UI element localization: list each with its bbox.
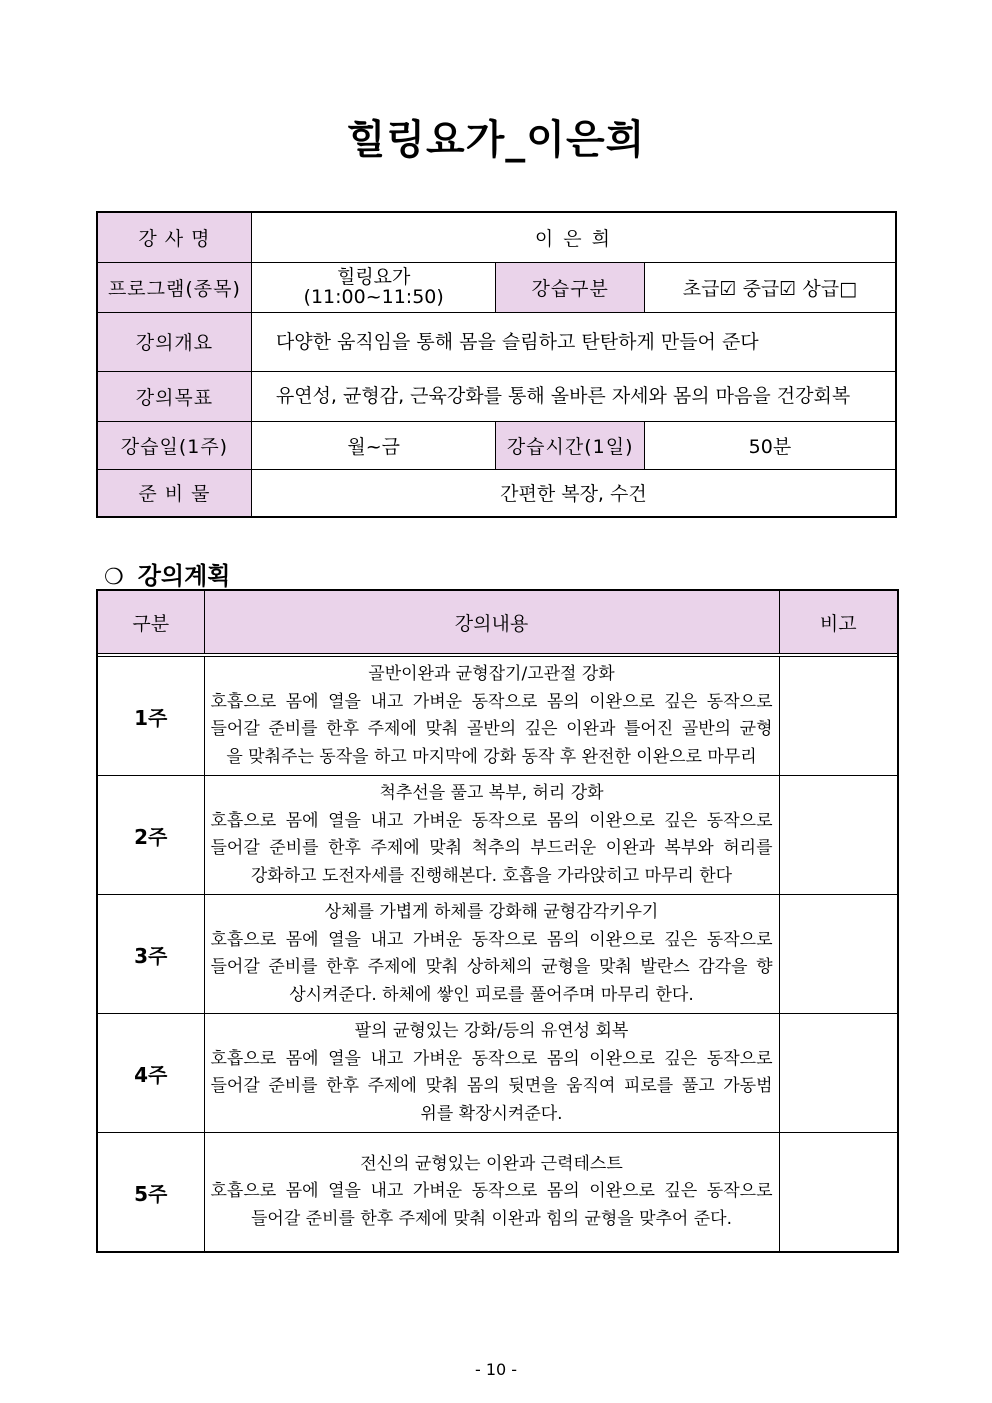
week-label: 4주 [97,1014,204,1133]
content-line: 호흡으로 몸에 열을 내고 가벼운 동작으로 몸의 이완으로 깊은 동작으로 [210,691,773,712]
content-line: 들어갈 준비를 한후 주제에 맞춰 상하체의 균형을 맞춰 발란스 감각을 향 [210,957,773,977]
week-content [204,895,779,1014]
page-number: - 10 - [474,1360,518,1379]
goal-label: 강의목표 [97,371,251,421]
table-row [97,1014,898,1133]
content-line: 들어갈 준비를 한후 주제에 맞춰 몸의 뒷면을 움직여 피로를 풀고 가동범 [210,1076,773,1096]
week-topic: 팔의 균형있는 강화/등의 유연성 회복 [354,1021,629,1041]
note-cell [779,895,898,1014]
instructor-label: 강 사 명 [97,212,251,262]
content-line: 들어갈 준비를 한후 주제에 맞춰 골반의 깊은 이완과 틀어진 골반의 균형 [210,719,773,739]
week-content [204,657,779,776]
instructor-name: 이 은 희 [251,212,896,262]
header-content: 강의내용 [204,590,779,654]
content-line: 호흡으로 몸에 열을 내고 가벼운 동작으로 몸의 이완으로 깊은 동작으로 [210,1181,773,1202]
week-topic: 척추선을 풀고 복부, 허리 강화 [379,783,604,803]
note-cell [779,1014,898,1133]
goal-value: 유연성, 균형감, 근육강화를 통해 올바른 자세와 몸의 마음을 건강회복 [251,371,896,421]
level-label: 강습구분 [496,262,644,312]
week-label: 5주 [97,1133,204,1253]
header-note: 비고 [779,590,898,654]
content-line: 호흡으로 몸에 열을 내고 가벼운 동작으로 몸의 이완으로 깊은 동작으로 [210,810,773,831]
page-title: 힐링요가_이은희 [346,117,646,163]
circle-bullet-icon: ❍ [104,565,124,590]
content-line: 들어갈 준비를 한후 주제에 맞춰 이완과 힘의 균형을 맞추어 준다. [250,1208,732,1229]
days-label: 강습일(1주) [97,421,251,469]
week-content [204,776,779,895]
overview-label: 강의개요 [97,312,251,371]
content-line: 들어갈 준비를 한후 주제에 맞춰 척추의 부드러운 이완과 복부와 허리를 [210,838,773,858]
overview-value: 다양한 움직임을 통해 몸을 슬림하고 탄탄하게 만들어 준다 [251,312,896,371]
content-line: 위를 확장시켜준다. [420,1103,563,1124]
days-value: 월~금 [251,421,496,469]
content-line: 강화하고 도전자세를 진행해본다. 호흡을 가라앉히고 마무리 한다 [250,865,733,886]
program-cell [251,262,496,312]
table-row [97,895,898,1014]
lecture-plan-table [96,589,899,1253]
hours-label: 강습시간(1일) [496,421,644,469]
week-topic: 상체를 가볍게 하체를 강화해 균형감각키우기 [324,902,659,922]
program-time: (11:00~11:50) [303,286,444,308]
table-row [97,657,898,776]
plan-body [97,654,898,1253]
week-topic: 골반이완과 균형잡기/고관절 강화 [368,664,615,684]
note-cell [779,776,898,895]
header-category: 구분 [97,590,204,654]
week-topic: 전신의 균형있는 이완과 근력테스트 [360,1153,623,1174]
program-label: 프로그램(종목) [97,262,251,312]
content-line: 호흡으로 몸에 열을 내고 가벼운 동작으로 몸의 이완으로 깊은 동작으로 [210,929,773,950]
week-label: 1주 [97,657,204,776]
content-line: 호흡으로 몸에 열을 내고 가벼운 동작으로 몸의 이완으로 깊은 동작으로 [210,1048,773,1069]
content-line: 을 맞춰주는 동작을 하고 마지막에 강화 동작 후 완전한 이완으로 마무리 [226,746,757,767]
program-name: 힐링요가 [336,266,411,288]
note-cell [779,657,898,776]
course-info-table [96,211,897,518]
section-title: 강의계획 [137,562,231,590]
table-row [97,1133,898,1253]
table-row [97,776,898,895]
level-value: 초급☑ 중급☑ 상급□ [644,262,896,312]
week-content [204,1014,779,1133]
note-cell [779,1133,898,1253]
supplies-label: 준 비 물 [97,469,251,517]
hours-value: 50분 [644,421,896,469]
week-label: 3주 [97,895,204,1014]
week-content [204,1133,779,1253]
supplies-value: 간편한 복장, 수건 [251,469,896,517]
content-line: 상시켜준다. 하체에 쌓인 피로를 풀어주며 마무리 한다. [289,984,694,1005]
week-label: 2주 [97,776,204,895]
section-heading [104,556,230,591]
